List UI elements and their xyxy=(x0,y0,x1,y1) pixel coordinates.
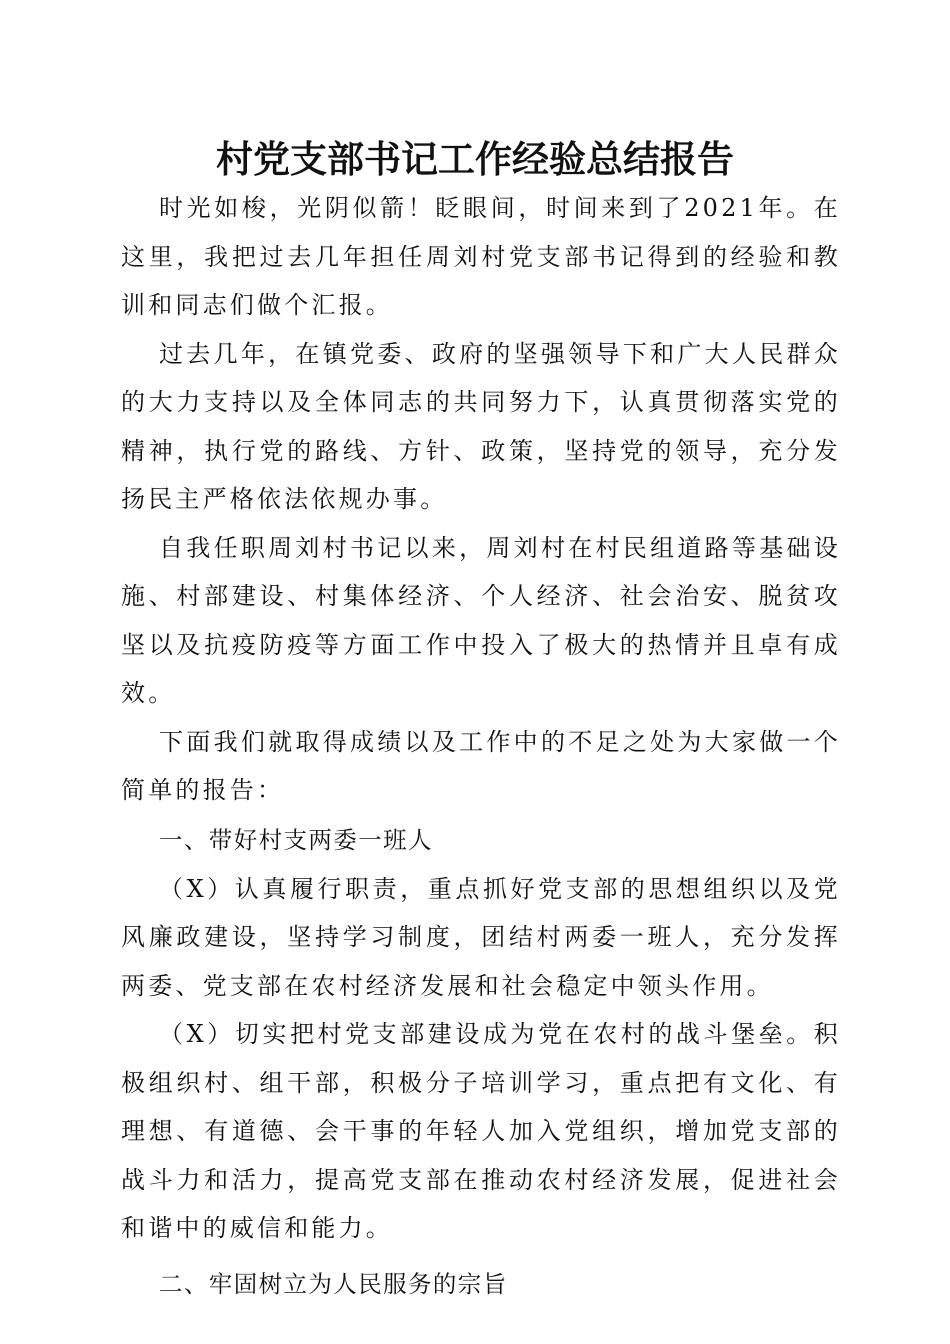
document-title: 村党支部书记工作经验总结报告 xyxy=(216,137,734,181)
paragraph-intro: 时光如梭，光阴似箭！眨眼间，时间来到了2021年。在这里，我把过去几年担任周刘村党支部书记得到的经验和教训和同志们做个汇报。 xyxy=(121,194,841,319)
section1-item-2: （X）切实把村党支部建设成为党在农村的战斗堡垒。积极组织村、组干部，积极分子培训学习，重点把有文化、有理想、有道德、会干事的年轻人加入党组织，增加党支部的战斗力和活力，提高党支部在推动农村经济发展，促进社会和谐中的威信和能力。 xyxy=(121,1020,841,1242)
document-body xyxy=(121,184,841,1309)
paragraph-past-years: 过去几年，在镇党委、政府的坚强领导下和广大人民群众的大力支持以及全体同志的共同努力下，认真贯彻落实党的精神，执行党的路线、方针、政策，坚持党的领导，充分发扬民主严格依法依规办事。 xyxy=(121,339,841,513)
section1-item-1: （X）认真履行职责，重点抓好党支部的思想组织以及党风廉政建设，坚持学习制度，团结村两委一班人，充分发挥两委、党支部在农村经济发展和社会稳定中领头作用。 xyxy=(121,874,841,1000)
section-heading-1: 一、带好村支两委一班人 xyxy=(159,825,433,854)
paragraph-report-intro: 下面我们就取得成绩以及工作中的不足之处为大家做一个简单的报告： xyxy=(121,727,841,804)
section-heading-2: 二、牢固树立为人民服务的宗旨 xyxy=(159,1269,508,1298)
paragraph-achievements: 自我任职周刘村书记以来，周刘村在村民组道路等基础设施、村部建设、村集体经济、个人经济、社会治安、脱贫攻坚以及抗疫防疫等方面工作中投入了极大的热情并且卓有成效。 xyxy=(121,533,841,707)
